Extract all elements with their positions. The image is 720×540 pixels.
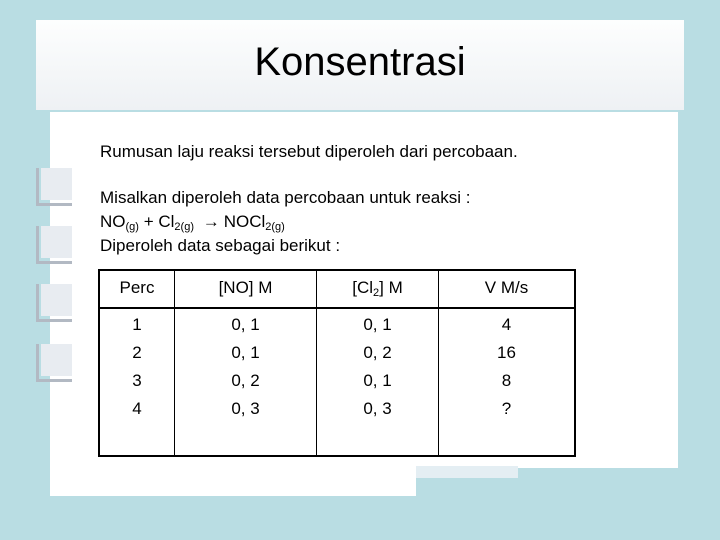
- cell-perc: 1: [132, 315, 142, 334]
- header-cl: [317, 279, 438, 299]
- intro-text: Rumusan laju reaksi tersebut diperoleh dari percobaan.: [100, 142, 518, 161]
- reaction-arrow-icon: →: [202, 212, 220, 231]
- decorative-bracket-3: [36, 284, 72, 322]
- cell-perc: 4: [132, 399, 142, 418]
- slide-title: Konsentrasi: [254, 40, 466, 84]
- cell-cl: 0, 1: [363, 371, 392, 390]
- column-perc: [100, 315, 174, 427]
- product-nocl: NOCl: [223, 212, 266, 231]
- cell-v: 16: [497, 343, 516, 362]
- reaction-equation: [100, 213, 285, 233]
- decorative-bracket-4: [36, 344, 72, 382]
- cell-no: 0, 3: [231, 399, 260, 418]
- cell-cl: 0, 1: [363, 315, 392, 334]
- cell-cl: 0, 3: [363, 399, 392, 418]
- content-panel-extension: [50, 466, 416, 496]
- cell-no: 0, 1: [231, 343, 260, 362]
- decorative-bracket-2: [36, 226, 72, 264]
- column-v: [439, 315, 574, 427]
- cell-cl: 0, 2: [363, 343, 392, 362]
- result-text: Diperoleh data sebagai berikut :: [100, 236, 341, 255]
- header-cl-sub: 2: [373, 287, 380, 299]
- column-no: [175, 315, 316, 427]
- header-cl-suffix: ] M: [379, 278, 403, 297]
- cell-perc: 2: [132, 343, 142, 362]
- cell-no: 0, 2: [231, 371, 260, 390]
- header-v: V M/s: [484, 278, 529, 297]
- reactant-no: NO: [100, 212, 126, 231]
- reactant-cl: Cl: [158, 212, 175, 231]
- header-cl-prefix: [Cl: [352, 278, 374, 297]
- reactant-cl-state: 2(g): [174, 221, 194, 233]
- product-state: 2(g): [265, 221, 285, 233]
- cell-v: 8: [501, 371, 512, 390]
- header-no: [NO] M: [218, 278, 273, 297]
- header-perc: Perc: [119, 278, 155, 297]
- table-header-divider: [100, 307, 574, 309]
- cell-perc: 3: [132, 371, 142, 390]
- decorative-bracket-1: [36, 168, 72, 206]
- content-panel-tail: [416, 466, 518, 478]
- column-cl: [317, 315, 438, 427]
- cell-no: 0, 1: [231, 315, 260, 334]
- cell-v: 4: [501, 315, 512, 334]
- data-table: [98, 269, 576, 457]
- plus-sign: +: [143, 212, 154, 231]
- example-text: Misalkan diperoleh data percobaan untuk reaksi :: [100, 188, 471, 207]
- reactant-no-state: (g): [125, 221, 139, 233]
- cell-v: ?: [501, 399, 512, 418]
